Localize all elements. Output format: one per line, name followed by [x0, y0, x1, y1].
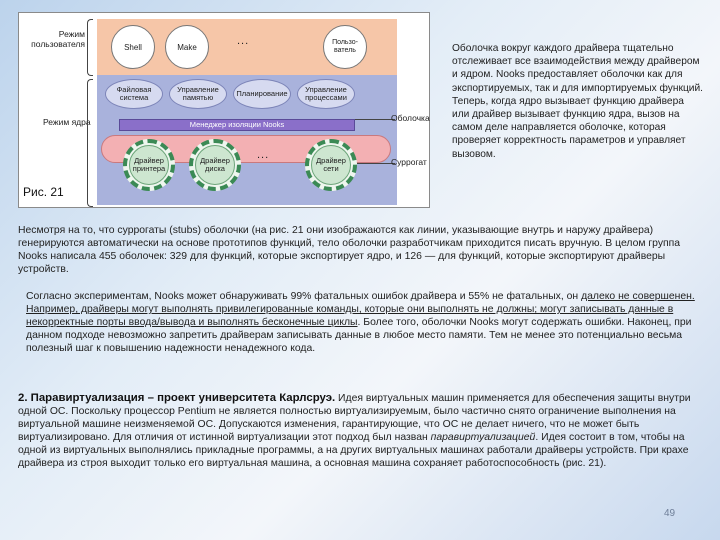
paragraph-stubs: Несмотря на то, что суррогаты (stubs) оболочки (на рис. 21 они изображаются как линии, указывающие внутрь и наружу драйвера) генерируются автоматически на основе прототипов функций, тело оболочки разработчикам приходится писать вручную. В целом группа Nooks написала 455 оболочек: 329 для функций, которые экспортирует ядро, и 126 — для функций, которые экспортируют драйверы устройств.	[18, 225, 681, 276]
shell-description: Оболочка вокруг каждого драйвера тщательно отслеживает все взаимодействия между драйвером и ядром. Nooks предоставляет оболочки как для экспортируемых, так и для импортируемых функций. Теперь, когда ядро вызывает функцию драйвера или драйвер вызывает функцию ядра, вызов на самом деле направляется оболочке, которая проверяет корректность параметров и управляет вызовом.	[452, 43, 703, 160]
nooks-isolation-manager: Менеджер изоляции Nooks	[119, 119, 355, 131]
shell-callout-line	[355, 119, 395, 120]
user-program-ellipsis: ...	[237, 35, 250, 47]
surrogate-callout: Суррогат	[391, 157, 427, 167]
user-program-user: Пользо-ватель	[323, 25, 367, 69]
paragraph-experiments-part2: . Более того, оболочки Nooks могут содержать ошибки. Наконец, при данном подходе невозможно запретить драйверам записывать данные в любое место памяти. Тем не менее это потенциально весьма полезный шаг к повышению надежности ненадежного кода.	[26, 317, 692, 355]
paragraph-experiments	[18, 290, 704, 355]
user-mode-band	[97, 19, 397, 75]
service-scheduling: Планирование	[233, 79, 291, 109]
kernel-mode-brace	[87, 79, 93, 207]
paravirtualization-text2: . Идея состоит в том, чтобы на одной из виртуальных выполнялись прикладные программы, а на других виртуальных машинах работали драйверы устройств. При крахе драйвера из строя выходит только его виртуальная машина, а основная машина сохраняет работоспособность (рис. 21).	[18, 432, 689, 470]
user-program-make: Make	[165, 25, 209, 69]
paragraph-paravirtualization	[18, 392, 704, 471]
driver-disk: Драйвер диска	[195, 145, 235, 185]
surrogate-callout-line	[357, 163, 395, 164]
paravirtualization-term: паравиртуализацией	[430, 432, 536, 444]
paragraph-experiments-part1: Согласно экспериментам, Nooks может обнаруживать 99% фатальных ошибок драйвера и 55% не фатальных, он	[26, 291, 582, 302]
service-file-system: Файловая система	[105, 79, 163, 109]
paragraph-experiments-underlined: далеко не совершенен. Например, драйверы могут выполнять привилегированные команды, которые они выполнять не должны; могут записывать данные в некорректные порты ввода/вывода и выполнять бесконечные циклы	[26, 291, 695, 329]
service-memory-management: Управление памятью	[169, 79, 227, 109]
paravirtualization-text1: Идея виртуальных машин применяется для обеспечения защиты внутри одной ОС. Поскольку процессор Pentium не является полностью виртуализируемым, было частично снято ограничение выполнения на виртуальной машине неизменяемой ОС. Допускаются изменения, гарантирующие, что ОС не делает ничего, что не может быть виртуализировано. Для отличия от истинной виртуализации этот подход был назван	[18, 393, 691, 444]
service-process-management: Управление процессами	[297, 79, 355, 109]
shell-callout: Оболочка	[391, 113, 430, 123]
figure-caption: Рис. 21	[23, 185, 64, 199]
user-mode-brace	[87, 19, 93, 76]
paravirtualization-heading: 2. Паравиртуализация – проект университета Карлсруэ.	[18, 392, 336, 404]
kernel-mode-label: Режим ядра	[43, 117, 91, 127]
user-program-shell: Shell	[111, 25, 155, 69]
nooks-architecture-figure	[18, 12, 430, 208]
page-number: 49	[664, 508, 676, 519]
driver-ellipsis: ...	[257, 149, 270, 161]
driver-network: Драйвер сети	[311, 145, 351, 185]
driver-printer: Драйвер принтера	[129, 145, 169, 185]
user-mode-label: Режим пользователя	[31, 29, 85, 49]
